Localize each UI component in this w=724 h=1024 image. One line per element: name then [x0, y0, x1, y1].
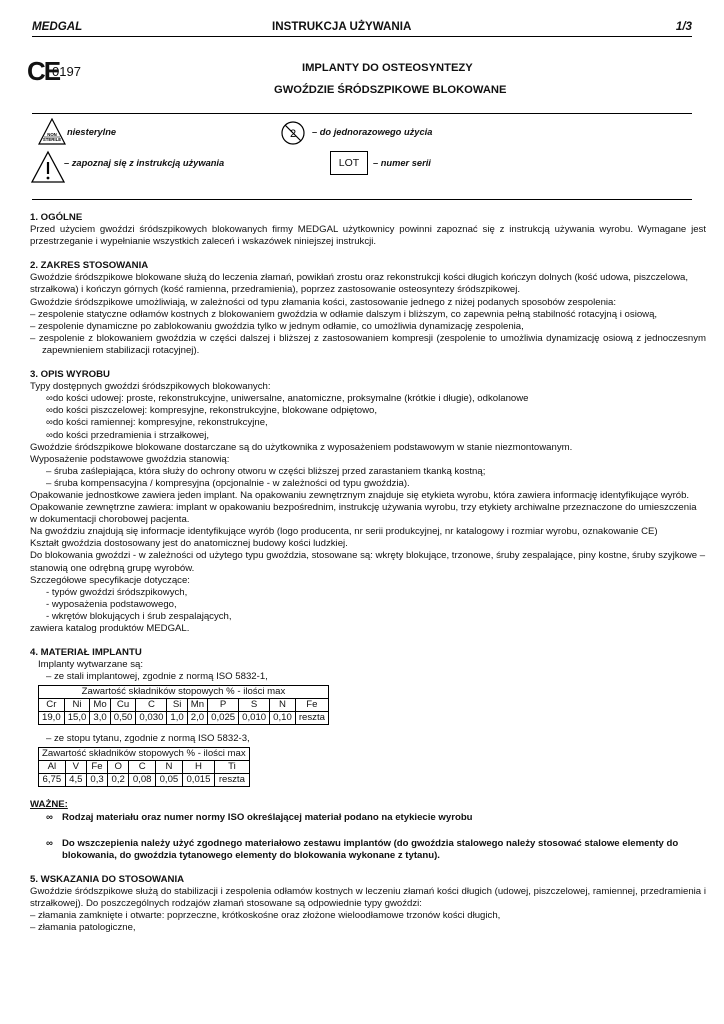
list-item: - typów gwoździ śródszpikowych, [46, 586, 188, 598]
section1-heading: 1. OGÓLNE [30, 212, 83, 223]
non-sterile-icon-text1: NON [47, 132, 57, 137]
list-item: - wyposażenia podstawowego, [46, 598, 177, 610]
read-instructions-label: – zapoznaj się z instrukcją używania [64, 158, 225, 168]
section3-intro: Typy dostępnych gwoździ śródszpikowych blokowanych: [30, 381, 271, 393]
section3-line: Opakowanie zewnętrzne zawiera: implant w opakowaniu bezpośrednim, instrukcję używania wyrobu, trzy etykiety archiwalne przeznaczone do umieszczenia w dokumentacji chorobowej pacjenta. [30, 502, 697, 526]
divider-top [32, 113, 692, 114]
section3-line: Na gwoździu znajdują się informacje identyfikujące wyrób (logo producenta, nr serii produkcyjnej, nr katalogowy i rozmiar wyrobu, oznakowanie CE) [30, 526, 658, 538]
list-item: - wkrętów blokujących i śrub zespalających, [46, 610, 232, 622]
svg-text:2: 2 [289, 128, 297, 140]
section5-heading: 5. WSKAZANIA DO STOSOWANIA [30, 873, 185, 885]
list-item: ∞do kości piszczelowej: kompresyjne, rekonstrukcyjne, blokowane odpiętowo, [46, 405, 378, 417]
list-item: – zespolenie dynamiczne po zablokowaniu gwoździa tylko w jednym odłamie, co umożliwia dynamizację zespolenia, [30, 320, 524, 332]
section3-closing: zawiera katalog produktów MEDGAL. [30, 623, 190, 634]
list-item: ∞do kości ramiennej: kompresyjne, rekonstrukcyjne, [46, 417, 268, 429]
lot-label: – numer serii [373, 158, 431, 168]
table-row: 6,75 4,5 0,3 0,2 0,08 0,05 0,015 reszta [39, 774, 250, 787]
infinity-bullet-icon: ∞ [46, 811, 53, 823]
section1-text: Przed użyciem gwoździ śródszpikowych blokowanych firmy MEDGAL użytkownicy powinni zapoznać się z instrukcją używania wyrobu. Wymagane jest przestrzeganie i wypełnianie wszystkich zaleceń i wskazówek niniejszej instrukcji. [30, 224, 706, 248]
important-item-1: ∞ Rodzaj materiału oraz numer normy ISO określającej materiał podano na etykiecie wyrobu [46, 811, 473, 823]
steel-label: – ze stali implantowej, zgodnie z normą ISO 5832-1, [46, 671, 268, 683]
table-row: Cr Ni Mo Cu C Si Mn P S N Fe [39, 699, 329, 712]
list-item: – śruba kompensacyjna / kompresyjna (opcjonalnie - w zależności od typu gwoździa). [46, 477, 410, 489]
section3-line: Szczegółowe specyfikacje dotyczące: [30, 574, 190, 586]
section4-heading: 4. MATERIAŁ IMPLANTU [30, 647, 142, 659]
non-sterile-icon-text2: STERILE [42, 137, 62, 142]
section3-text2: Wyposażenie podstawowe gwoździa stanowią: [30, 453, 230, 465]
section2-text2: Gwoździe śródszpikowe umożliwiają, w zależności od typu złamania kości, zastosowanie jednego z niżej podanych sposobów zespolenia: [30, 296, 617, 308]
section5-text: Gwoździe śródszpikowe służą do stabilizacji i zespolenia odłamów kostnych w leczeniu złamań kości długich (udowej, piszczelowej, ramiennej, przedramienia i strzałkowej). Do poszczególnych rodzajów złamań stosowane są odpowiednie typy gwoździ: [30, 885, 706, 910]
list-item: – złamania patologiczne, [30, 922, 136, 934]
warning-icon [30, 150, 66, 184]
single-use-icon [279, 120, 307, 146]
table-row: 19,0 15,0 3,0 0,50 0,030 1,0 2,0 0,025 0,010 0,10 reszta [39, 712, 329, 725]
section4-intro: Implanty wytwarzane są: [38, 659, 144, 671]
non-sterile-icon [38, 118, 66, 146]
section3-text1: Gwoździe śródszpikowe blokowane dostarczane są do użytkownika z wyposażeniem podstawowym w stanie niezmontowanym. [30, 441, 573, 453]
important-item-2: ∞ Do wszczepienia należy użyć zgodnego materiałowo zestawu implantów (do gwoździa stalowego należy stosować stalowe elementy do blokowania, do gwoździa tytanowego elementy do blokowania wykonane z tytanu). [46, 837, 679, 861]
infinity-bullet-icon: ∞ [46, 837, 53, 849]
page-number: 1/3 [675, 20, 692, 33]
list-item: ∞do kości przedramienia i strzałkowej, [46, 429, 210, 441]
table-row: Al V Fe O C N H Ti [39, 761, 250, 774]
list-item: – zespolenie z blokowaniem gwoździa w części dalszej i bliższej z zastosowaniem kompresji (zespolenie to umożliwia dynamizację osiową z jednoczesnym zapewnieniem stabilizacji rotacyjnej). [30, 332, 706, 356]
section3-line: Opakowanie jednostkowe zawiera jeden implant. Na opakowaniu zewnętrznym znajduje się etykieta wyrobu, która zawiera informację identyfikujące wyrób. [30, 489, 690, 501]
titanium-label: – ze stopu tytanu, zgodnie z normą ISO 5832-3, [46, 733, 250, 745]
list-item: ∞do kości udowej: proste, rekonstrukcyjne, uniwersalne, anatomiczne, proksymalne (krótkie i długie), odkolanowe [46, 393, 529, 405]
ce-mark-icon: CE [27, 56, 60, 86]
section3-line: Do blokowania gwoździ - w zależności od użytego typu gwoździa, stosowane są: wkręty blokujące, trzonowe, śruby zespalające, piny kostne, śruby szyjkowe – stanowią one odrębną grupę wyrobów. [30, 550, 706, 574]
non-sterile-label: niesterylne [67, 127, 117, 137]
list-item: – złamania zamknięte i otwarte: poprzeczne, krótkoskośne oraz złożone wieloodłamowe trzonów kości długich, [30, 910, 501, 922]
single-use-label: – do jednorazowego użycia [312, 127, 433, 137]
list-item: – zespolenie statyczne odłamów kostnych z blokowaniem gwoździa w odłamie dalszym i bliższym, co zapewnia pełną stabilność rotacyjną i osiową, [30, 308, 658, 320]
section2-heading: 2. ZAKRES STOSOWANIA [30, 260, 149, 272]
table-caption: Zawartość składników stopowych % - ilości max [39, 748, 250, 761]
lot-icon: LOT [330, 151, 368, 175]
divider-symbols [32, 199, 692, 200]
steel-composition-table [38, 685, 329, 725]
doc-title: INSTRUKCJA UŻYWANIA [272, 20, 412, 33]
title-line2: GWOŹDZIE ŚRÓDSZPIKOWE BLOKOWANE [274, 84, 507, 96]
important-heading: WAŻNE: [30, 799, 68, 811]
document-body [30, 212, 706, 934]
section3-line: Kształt gwoździa dostosowany jest do anatomicznej budowy kości ludzkiej. [30, 538, 348, 550]
section3-heading: 3. OPIS WYROBU [30, 369, 110, 381]
section2-text1: Gwoździe śródszpikowe blokowane służą do leczenia złamań, powikłań zrostu oraz rekonstrukcji kości długich kończyn dolnych (kość udowa, piszczelowa, strzałkowa) i kończyn górnych (kość ramienna, przedramienia), poprzez zastosowanie osteosyntezy śródszpikowej. [30, 272, 689, 296]
titanium-composition-table [38, 747, 250, 787]
ce-number: 0197 [52, 64, 81, 79]
brand-name: MEDGAL [32, 20, 83, 33]
title-line1: IMPLANTY DO OSTEOSYNTEZY [302, 62, 473, 74]
table-caption: Zawartość składników stopowych % - ilości max [39, 686, 329, 699]
list-item: – śruba zaślepiająca, która służy do ochrony otworu w części bliższej przed zarastaniem tkanką kostną; [46, 465, 486, 477]
page-header [32, 21, 692, 37]
